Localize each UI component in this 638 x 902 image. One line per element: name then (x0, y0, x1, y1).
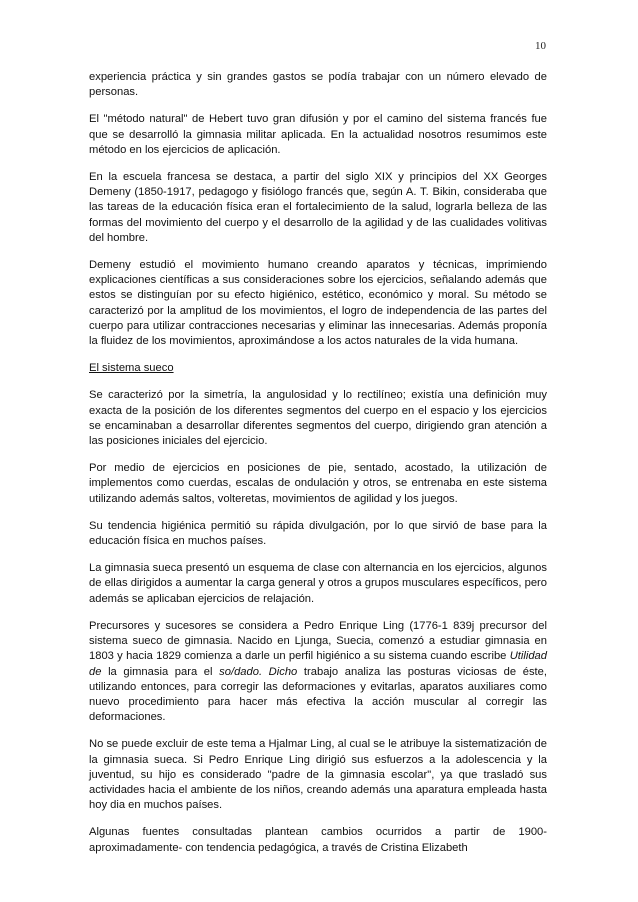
paragraph-6: Por medio de ejercicios en posiciones de pie, sentado, acostado, la utilización de implementos como cuerdas, escalas de ondulación y otros, se entrenaba en este sistema utilizando además saltos, volteretas, movimientos de agilidad y los juegos. (89, 462, 547, 505)
document-body (89, 70, 547, 868)
paragraph-9 (89, 619, 547, 725)
paragraph-1: experiencia práctica y sin grandes gastos se podía trabajar con un número elevado de personas. (89, 71, 547, 99)
paragraph-10: No se puede excluir de este tema a Hjalmar Ling, al cual se le atribuye la sistematización de la gimnasia sueca. Si Pedro Enrique Ling dirigió sus esfuerzos a la adolescencia y la juventud, su hijo es considerado "padre de la gimnasia escolar", ya que trasladó sus actividades hacia el ambiente de los niños, creando además una aparatura empleada hasta hoy dia en muchos países. (89, 738, 547, 812)
paragraph-9-italic-1: Utilidad de (89, 650, 547, 678)
paragraph-5: Se caracterizó por la simetría, la angulosidad y lo rectilíneo; existía una definición muy exacta de la posición de los diferentes segmentos del cuerpo en el espacio y los ejercicios se encaminaban a desarrollar diferentes segmentos del cuerpo, dirigiendo gran atención a las posiciones iniciales del ejercicio. (89, 389, 547, 448)
paragraph-8: La gimnasia sueca presentó un esquema de clase con alternancia en los ejercicios, algunos de ellas dirigidos a aumentar la carga general y otros a grupos musculares específicos, pero además se aplicaban ejercicios de relajación. (89, 562, 547, 605)
paragraph-9-text-c: trabajo analiza las posturas viciosas de éste, utilizando entonces, para corregir las deformaciones y evitarlas, aparatos auxiliares como nuevo procedimiento para hacer más efectiva la acción muscular al corregir las deformaciones. (89, 665, 547, 724)
section-heading-sistema-sueco: El sistema sueco (89, 362, 174, 375)
paragraph-2: El "método natural" de Hebert tuvo gran difusión y por el camino del sistema francés fue que se desarrolló la gimnasia militar aplicada. En la actualidad nosotros resumimos este método en los ejercicios de aplicación. (89, 113, 547, 156)
paragraph-4: Demeny estudió el movimiento humano creando aparatos y técnicas, imprimiendo explicaciones científicas a sus consideraciones sobre los ejercicios, señalando además que estos se distinguían por su efecto higiénico, estético, económico y moral. Su método se caracterizó por la amplitud de los movimientos, el logro de independencia de las partes del cuerpo para utilizar contracciones necesarias y eliminar las innecesarias. Además proponía la fluidez de los movimientos, aproximándose a los actos naturales de la vida humana. (89, 259, 547, 348)
paragraph-9-text-a: Precursores y sucesores se considera a Pedro Enrique Ling (1776-1 839j precursor del sistema sueco de gimnasia. Nacido en Ljunga, Suecia, comenzó a estudiar gimnasia en 1803 y hacia 1829 comienza a darle un perfil higiénico a su sistema cuando escribe (89, 619, 547, 663)
paragraph-3: En la escuela francesa se destaca, a partir del siglo XIX y principios del XX Georges Demeny (1850-1917, pedagogo y fisiólogo francés que, según A. T. Bikin, consideraba que las tareas de la educación física eran el fortalecimiento de la salud, lograrla belleza de las formas del movimiento del cuerpo y el desarrollo de la agilidad y de las cualidades volitivas del hombre. (89, 171, 547, 244)
paragraph-9-italic-2: so/dado. Dicho (219, 665, 298, 678)
page-number: 10 (535, 40, 546, 52)
paragraph-9-text-b: la gimnasia para el (101, 665, 220, 678)
paragraph-7: Su tendencia higiénica permitió su rápida divulgación, por lo que sirvió de base para la educación física en muchos países. (89, 519, 547, 548)
paragraph-11: Algunas fuentes consultadas plantean cambios ocurridos a partir de 1900-aproximadamente- con tendencia pedagógica, a través de Cristina Elizabeth (89, 826, 547, 854)
